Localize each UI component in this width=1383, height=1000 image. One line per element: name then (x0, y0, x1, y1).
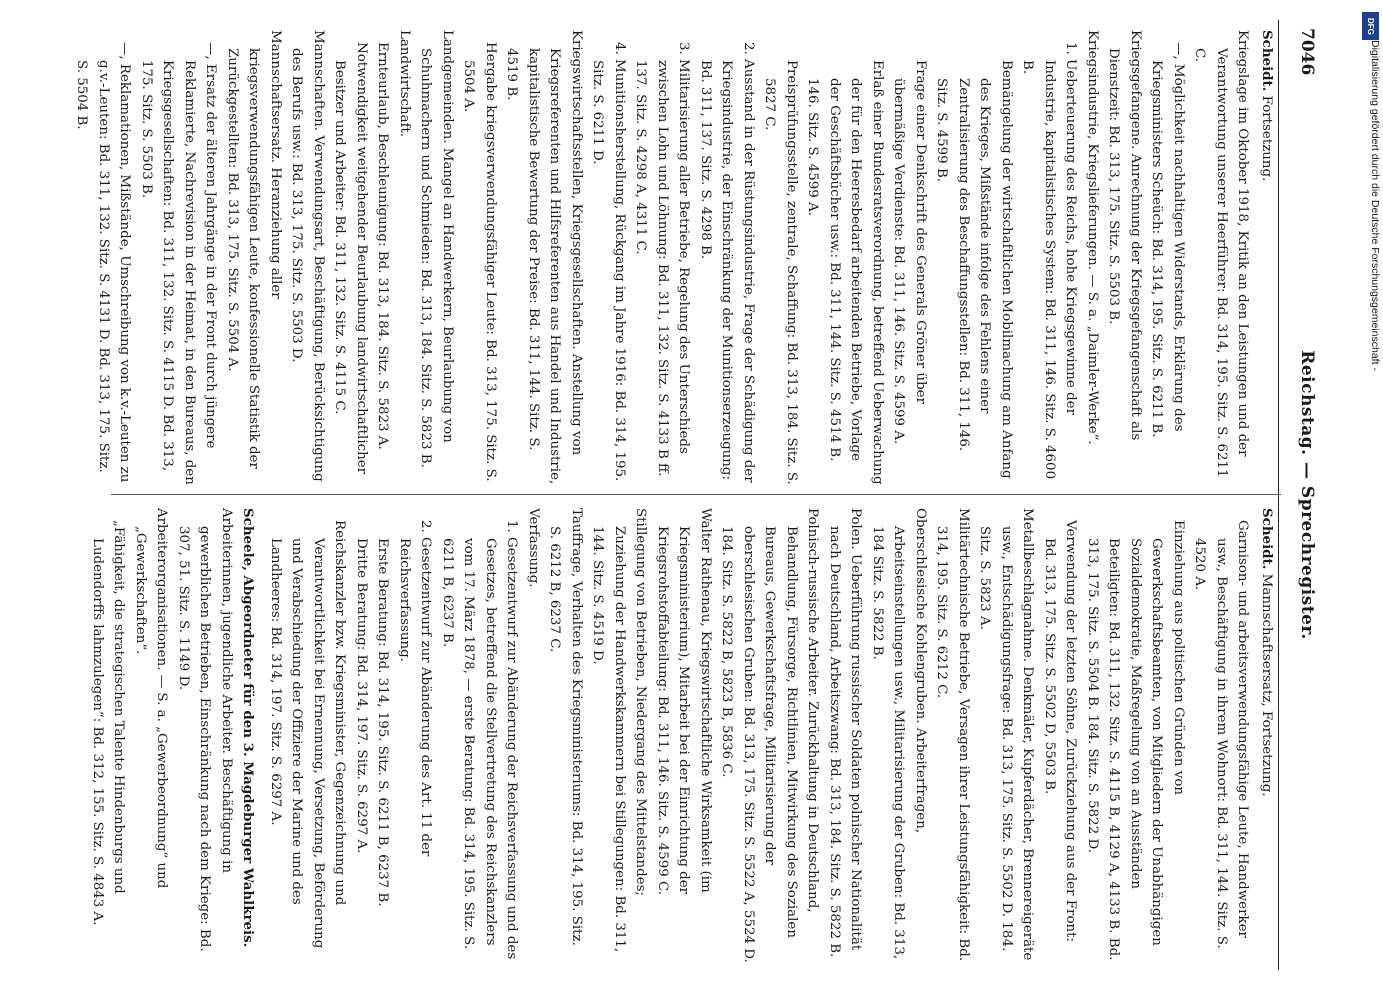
right-head-rest: Mannschaftsersatz, Fortsetzung. (1259, 573, 1274, 797)
register-entry: Garnison- und arbeitsverwendungsfähige Leute, Handwerker usw., Beschäftigung in ihrem Wohnort: Bd. 311, 144. Sitz. S. 4520 A. (1192, 520, 1251, 949)
register-entry: Kriegsindustrie, Kriegslieferungen. — S. a. „Daimler-Werke“. (1085, 30, 1100, 445)
left-column-head (1256, 30, 1278, 485)
register-entry: Preisprüfungsstelle, zentrale, Schaffung: Bd. 313, 184. Sitz. S. 5827 C. (762, 60, 799, 485)
right-head-name: Scheidt. (1259, 508, 1275, 570)
register-entry: Bemängelung der wirtschaftlichen Mobilmachung am Anfang des Krieges, Mißstände infolge des Fehlens einer Zentralisierung des Beschaffungsstellen: Bd. 311, 146. Sitz. S. 4599 B. (934, 60, 1014, 479)
dfg-logo: DFG (1362, 12, 1379, 40)
register-entry: Hergabe kriegsverwendungsfähiger Leute: Bd. 313, 175. Sitz. S. 5504 A. (461, 42, 498, 482)
register-entry: —, Möglichkeit nachhaltigen Widerstands, Erklärung des Kriegsministers Scheüch: Bd. 314, 195. Sitz. S. 6211 B. (1149, 42, 1186, 438)
left-head-name: Scheidt. (1259, 30, 1275, 92)
register-entry: Polen. Ueberführung russischer Soldaten polnischer Nationalität nach Deutschland, Arbeitszwang: Bd. 313, 184. Sitz. S. 5822 B. (827, 508, 864, 958)
digitization-sidebar (1361, 10, 1381, 990)
register-entry: Dritte Beratung: Bd. 314, 197. Sitz. S. 6297 A. (354, 538, 369, 854)
register-entry: 2. Ausstand in der Rüstungsindustrie, Frage der Schädigung der Kriegsindustrie, der Einschränkung der Munitionserzeugung: Bd. 311, 137. Sitz. S. 4298 B. (698, 42, 756, 483)
register-entry: 3. Militarisierung aller Betriebe, Regelung des Unterschieds zwischen Lohn und Löhnung: Bd. 311, 132. Sitz. S. 4133 B ff. 137. Sitz. S. 4298 A, 4311 C. (633, 42, 692, 477)
register-entry: Scheele, Abgeordneter für den 3. Magdeburger Wahlkreis. (240, 508, 257, 948)
right-entries (87, 508, 1254, 963)
page-number: 7046 (1297, 28, 1317, 76)
register-entry: Polnisch-russische Arbeiter. Zurückhaltung in Deutschland, Behandlung, Fürsorge, Richtlinien, Mitwirkung des Sozialen Bureaus, Gewerkschaftsfrage, Militarisierung der oberschlesischen Gruben: Bd. 313, 175. Sitz. S. 5522 A, 5524 D. 184. Sitz. S. 5822 B, 5823 B, 5836 C. (719, 508, 821, 963)
register-entry: Mannschaften. Verwendungsart, Beschäftigung, Berücksichtigung des Berufs usw.: Bd. 313, 175. Sitz. S. 5503 D. (289, 30, 326, 482)
register-entry: Erlaß einer Bundesratsverordnung, betreffend Ueberwachung der für den Heeresbedarf arbeitenden Betriebe, Vorlage der Geschäftsbücher usw.: Bd. 311, 144. Sitz. S. 4514 B. 146. Sitz. S. 4599 A. (805, 60, 885, 485)
register-entry: Reichskanzler bzw. Kriegsminister, Gegenzeichnung und Verantwortlichkeit bei Ernennung, Versetzung, Beförderung und Verabschiedung der Offiziere der Marine und des Landheeres: Bd. 314, 197. Sitz. S. 6297 A. (268, 520, 348, 949)
register-entry: —, Reklamationen, Mißstände, Umschreibung von k.v.-Leuten zu g.v.-Leuten: Bd. 311, 132. Sitz. S. 4131 D. Bd. 313, 175. Sitz. S. 5504 B. (74, 42, 133, 483)
register-entry: 4. Munitionsherstellung, Rückgang im Jahre 1916: Bd. 314, 195. Sitz. S. 6211 D. (590, 42, 627, 482)
page-header (1281, 20, 1325, 970)
register-entry: Frage einer Denkschrift des Generals Gröner über übermäßige Verdienste: Bd. 311, 146. Sitz. S. 4599 A. (891, 60, 928, 445)
register-entry: Tauffrage, Verhalten des Kriegsministeriums: Bd. 314, 195. Sitz. S. 6212 B, 6237 C. (547, 508, 584, 946)
register-entry: 2. Gesetzentwurf zur Abänderung des Art. 11 der Reichsverfassung. (397, 520, 434, 857)
register-entry: Einziehung aus politischen Gründen von Gewerkschaftsbeamten, von Mitgliedern der Unabhängigen Sozialdemokratie, Maßregelung von an Ausständen Beteiligten: Bd. 311, 132. Sitz. S. 4115 B, 4129 A, 4133 B. Bd. 313, 175. Sitz. S. 5504 B. 184. Sitz. S. 5822 D. (1085, 520, 1186, 961)
left-entries (71, 30, 1254, 485)
running-head: Reichstag. — Sprechregister. (1297, 350, 1317, 640)
register-entry: Verfassung. (526, 508, 541, 588)
register-entry: —, Ersatz der älteren Jahrgänge in der Front durch jüngere Reklamierte, Nachrevision in der Heimat, in den Bureaus, den Kriegsgesellschaften: Bd. 311, 132. Sitz. S. 4115 D. Bd. 313, 175. Sitz. S. 5503 B. (139, 42, 219, 485)
register-entry: Arbeiterinnen, jugendliche Arbeiter. Beschäftigung in gewerblichen Betrieben, Einschränkung nach dem Kriege: Bd. 307, 51. Sitz. S. 1149 D. (176, 508, 234, 952)
register-entry: Notwendigkeit weitgehender Beurlaubung landwirtschaftlicher Besitzer und Arbeiter: Bd. 311, 132. Sitz. S. 4115 C. (332, 42, 369, 475)
register-entry: Metallbeschlagnahme. Denkmäler, Kupferdächer, Brennereigeräte usw., Entschädigungsfrage: Bd. 313, 175. Sitz. S. 5502 D. 184. Sitz. S. 5823 A. (977, 508, 1036, 961)
register-entry: Militärtechnische Betriebe, Versagen ihrer Leistungsfähigkeit: Bd. 314, 195. Sitz. S. 6212 C. (934, 508, 971, 962)
register-entry: Ernteurlaub, Beschleunigung: Bd. 313, 184. Sitz. S. 5823 A. (375, 42, 391, 450)
header-rule (1278, 20, 1279, 970)
left-head-rest: Fortsetzung. (1259, 95, 1274, 182)
register-entry: Arbeiterorganisationen. — S. a. „Gewerbeordnung“ und „Gewerkschaften“. (133, 508, 170, 889)
column-divider (111, 494, 1281, 495)
register-entry: 1. Ueberteuerung des Reichs, hohe Kriegsgewinne der Industrie, kapitalistisches System: Bd. 311, 146. Sitz. S. 4600 B. (1020, 42, 1079, 480)
register-entry: Landwirtschaft. (397, 30, 412, 138)
register-entry: Kriegsgefangene. Anrechnung der Kriegsgefangenschaft als Dienstzeit: Bd. 313, 175. Sitz. S. 5503 B. (1106, 30, 1143, 441)
register-entry: „Fähigkeit, die strategischen Talente Hindenburgs und Ludendorffs lahmzulegen“: Bd. 312, 155. Sitz. S. 4843 A. (90, 520, 127, 926)
register-entry: Erste Beratung: Bd. 314, 195. Sitz. S. 6211 B, 6237 B. (375, 538, 391, 907)
register-entry: Stillegung von Betrieben, Niedergang des Mittelstandes; Zuziehung der Handwerkskammern bei Stillegungen: Bd. 311, 144. Sitz. S. 4519 D. (590, 508, 649, 953)
register-entry: Oberschlesische Kohlengruben. Arbeiterfragen, Arbeitseinstellungen usw., Militarisierung der Gruben: Bd. 313, 184 Sitz. S. 5822 B. (870, 508, 928, 960)
register-entry: Walter Rathenau, Kriegswirtschaftliche Wirksamkeit (im Kriegsministerium), Mitarbeit bei der Einrichtung der Kriegsrohstoffabteilung: Bd. 311, 146. Sitz. S. 4599 C. (655, 508, 713, 896)
register-entry: Kriegslage im Oktober 1918, Kritik an den Leistungen und der Verantwortung unserer Heerführer: Bd. 314, 195. Sitz. S. 6211 C. (1192, 30, 1251, 478)
right-column-head (1256, 508, 1278, 963)
rotated-page (75, 20, 1335, 970)
digitization-note: Digitalisierung gefördert durch die Deutsche Forschungsgemeinschaft - (1369, 40, 1381, 371)
register-entry: Verwendung der letzten Söhne, Zurückziehung aus der Front: Bd. 313, 175. Sitz. S. 5502 D, 5503 B. (1042, 520, 1079, 943)
register-entry: 1. Gesetzentwurf zur Abänderung der Reichsverfassung und des Gesetzes, betreffend die Stellvertretung des Reichskanzlers vom 17. März 1878, — erste Beratung: Bd. 314, 195. Sitz. S. 6211 B, 6237 B. (440, 520, 520, 960)
right-column (87, 508, 1278, 963)
register-entry: Landgemeinden. Mangel an Handwerkern, Beurlaubung von Schuhmachern und Schmieden: Bd. 313, 184. Sitz. S. 5823 B. (418, 30, 455, 468)
register-entry: Kriegswirtschaftsstellen, Kriegsgesellschaften. Anstellung von Kriegsreferenten und Hilfsreferenten aus Handel und Industrie, kapitalistische Bewertung der Preise: Bd. 311, 144. Sitz. S. 4519 B. (504, 30, 584, 485)
left-column (71, 30, 1277, 485)
register-entry: Mannschaftsersatz. Heranziehung aller kriegsverwendungsfähigen Leute, konfessionelle Statistik der Zurückgestellten: Bd. 313, 175. Sitz. S. 5504 A. (225, 30, 283, 469)
